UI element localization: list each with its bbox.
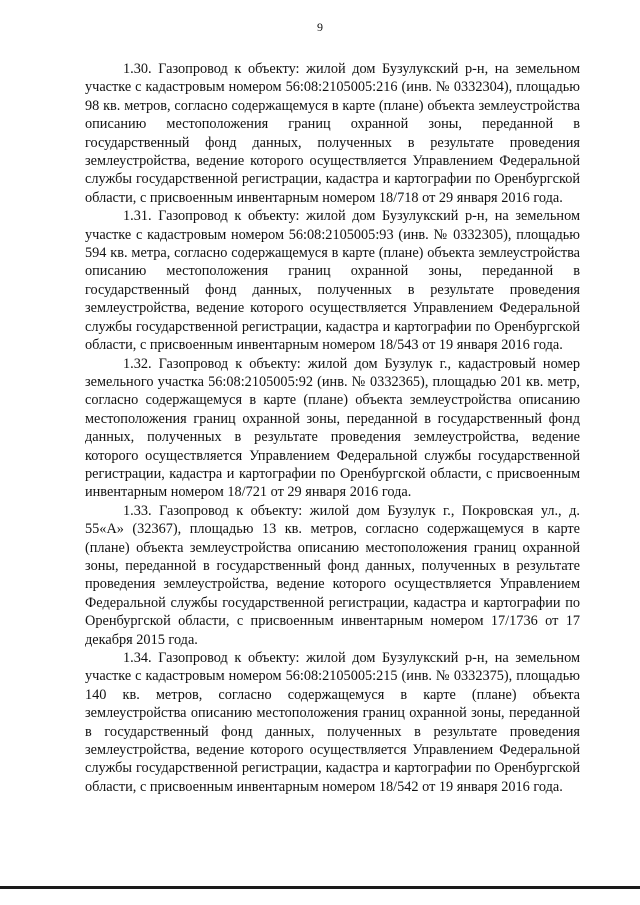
paragraph-1-33: 1.33. Газопровод к объекту: жилой дом Бузулук г., Покровская ул., д. 55«А» (32367), площадью 13 кв. метров, согласно содержащемуся в карте (плане) объекта землеустройства описанию местоположения границ охранной зоны, переданной в государственный фонд данных, полученных в результате проведения землеустройства, ведение которого осуществляется Управлением Федеральной службы государственной регистрации, кадастра и картографии по Оренбургской области, с присвоенным инвентарным номером 17/1736 от 17 декабря 2015 года. bbox=[85, 502, 580, 648]
document-body bbox=[85, 60, 580, 796]
page-number: 9 bbox=[317, 20, 323, 34]
paragraph-1-32: 1.32. Газопровод к объекту: жилой дом Бузулук г., кадастровый номер земельного участка 56:08:2105005:92 (инв. № 0332365), площадью 201 кв. метр, согласно содержащемуся в карте (плане) объекта землеустройства описанию местоположения границ охранной зоны, переданной в государственный фонд данных, полученных в результате проведения землеустройства, ведение которого осуществляется Управлением Федеральной службы государственной регистрации, кадастра и картографии по Оренбургской области, с присвоенным инвентарным номером 18/721 от 29 января 2016 года. bbox=[85, 355, 580, 501]
bottom-scan-edge bbox=[0, 886, 640, 889]
paragraph-1-31: 1.31. Газопровод к объекту: жилой дом Бузулукский р-н, на земельном участке с кадастровым номером 56:08:2105005:93 (инв. № 0332305), площадью 594 кв. метра, согласно содержащемуся в карте (плане) объекта землеустройства описанию местоположения границ охранной зоны, переданной в государственный фонд данных, полученных в результате проведения землеустройства, ведение которого осуществляется Управлением Федеральной службы государственной регистрации, кадастра и картографии по Оренбургской области, с присвоенным инвентарным номером 18/543 от 19 января 2016 года. bbox=[85, 208, 580, 354]
paragraph-1-34: 1.34. Газопровод к объекту: жилой дом Бузулукский р-н, на земельном участке с кадастровым номером 56:08:2105005:215 (инв. № 0332375), площадью 140 кв. метров, согласно содержащемуся в карте (плане) объекта землеустройства описанию местоположения границ охранной зоны, переданной в государственный фонд данных, полученных в результате проведения землеустройства, ведение которого осуществляется Управлением Федеральной службы государственной регистрации, кадастра и картографии по Оренбургской области, с присвоенным инвентарным номером 18/542 от 19 января 2016 года. bbox=[85, 650, 580, 795]
paragraph-1-30: 1.30. Газопровод к объекту: жилой дом Бузулукский р-н, на земельном участке с кадастровым номером 56:08:2105005:216 (инв. № 0332304), площадью 98 кв. метров, согласно содержащемуся в карте (плане) объекта землеустройства описанию местоположения границ охранной зоны, переданной в государственный фонд данных, полученных в результате проведения землеустройства, ведение которого осуществляется Управлением Федеральной службы государственной регистрации, кадастра и картографии по Оренбургской области, с присвоенным инвентарным номером 18/718 от 29 января 2016 года. bbox=[85, 61, 580, 206]
